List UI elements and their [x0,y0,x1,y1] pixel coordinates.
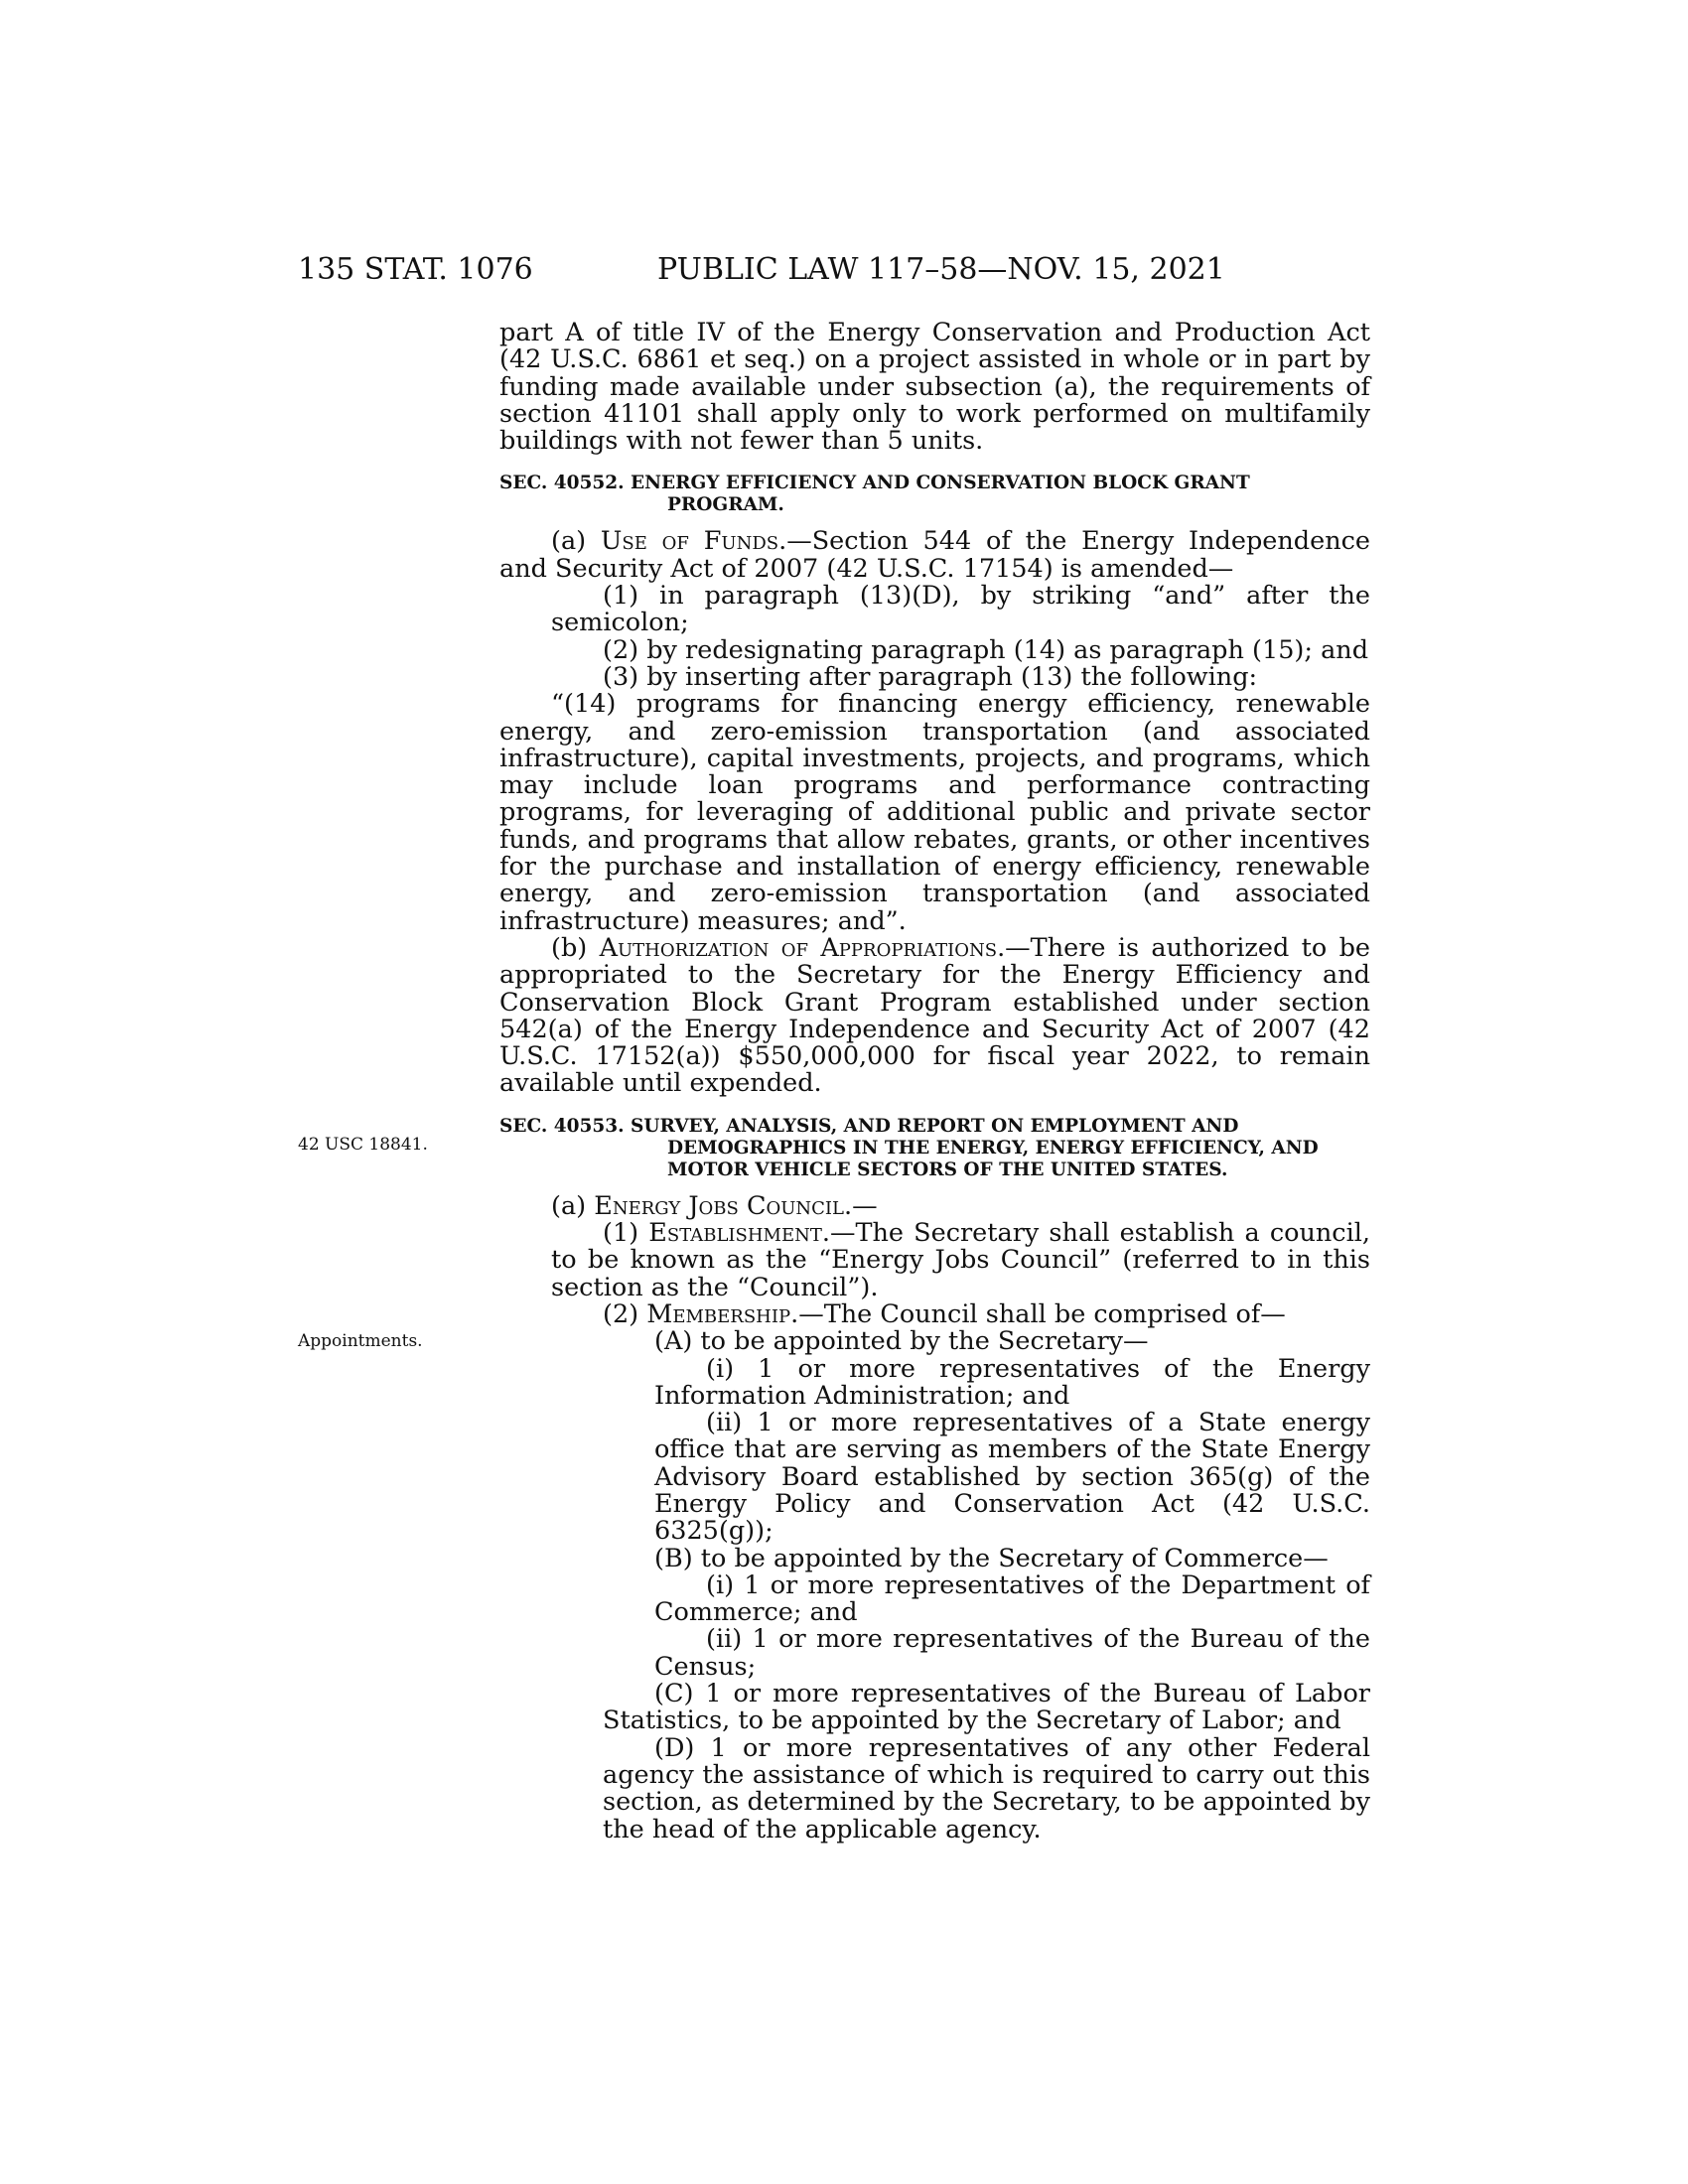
paragraph-membership [499,1298,1370,1329]
paragraph-heading: Membership [646,1298,791,1329]
intro-paragraph: part A of title IV of the Energy Conservation and Production Act (42 U.S.C. 6861 et seq.) on a project assisted in whole or in part by funding made available under subsection (a), the requirements of section 41101 shall apply only to work performed on multifamily buildings with not fewer than 5 units. [499,318,1370,457]
margin-note-usc: 42 USC 18841. [298,1135,428,1155]
paragraph-establishment [499,1220,1370,1301]
subsection-heading: Use of Funds [600,526,779,557]
subsection-label: (a) [551,1190,595,1221]
paragraph-a3: (3) by inserting after paragraph (13) the following: [603,661,1258,692]
clause-A-ii: (ii) 1 or more representatives of a State energy office that are serving as members of the State Energy Advisory Board established by section 365(g) of the Energy Policy and Conservation Act (42 U.S.C. 6325(g)); [654,1408,1370,1547]
paragraph-a1: (1) in paragraph (13)(D), by striking “and” after the semicolon; [551,581,1370,638]
subparagraph-D: (D) 1 or more representatives of any other Federal agency the assistance of which is required to carry out this section, as determined by the Secretary, to be appointed by the head of the applicable agency. [603,1732,1370,1844]
clause-A-i: (i) 1 or more representatives of the Energy Information Administration; and [654,1353,1370,1411]
section-40552-heading: SEC. 40552. ENERGY EFFICIENCY AND CONSERVATION BLOCK GRANT PROGRAM. [499,473,1250,516]
subsection-text: .—Section 544 of the Energy Independence and Security Act of 2007 (42 U.S.C. 17154) is amended— [499,526,1370,584]
subparagraph-C: (C) 1 or more representatives of the Bureau of Labor Statistics, to be appointed by the Secretary of Labor; and [603,1679,1370,1736]
quoted-paragraph-14: “(14) programs for financing energy efficiency, renewable energy, and zero-emission transportation (and associated infrastructure), capital investments, projects, and programs, which may include loan programs and performance contracting programs, for leveraging of additional public and private sector funds, and programs that allow rebates, grants, or other incentives for the purchase and installation of energy efficiency, renewable energy, and zero-emission transportation (and associated infrastructure) measures; and”. [499,689,1370,936]
subsection-label: (b) [551,932,600,963]
subparagraph-B: (B) to be appointed by the Secretary of Commerce— [654,1543,1329,1573]
subsection-b-authorization [499,932,1370,1099]
subparagraph-A: (A) to be appointed by the Secretary— [654,1326,1149,1357]
clause-B-i: (i) 1 or more representatives of the Department of Commerce; and [654,1570,1370,1628]
subsection-heading: Authorization of Appropriations [599,932,998,963]
subsection-text: .—There is authorized to be appropriated to the Secretary for the Energy Efficiency and Conservation Block Grant Program established under section 542(a) of the Energy Independence and Security Act of 2007 (42 U.S.C. 17152(a)) $550,000,000 for fiscal year 2022, to remain available until expended. [499,932,1370,1099]
body-text-column [499,320,1370,1843]
page-header [298,250,1370,290]
paragraph-text: .—The Council shall be comprised of— [790,1298,1286,1329]
statute-page-reference: 135 STAT. 1076 [298,252,533,287]
paragraph-label: (2) [603,1298,647,1329]
public-law-title: PUBLIC LAW 117–58—NOV. 15, 2021 [657,252,1225,287]
subsection-a-use-of-funds [499,528,1370,583]
clause-B-ii: (ii) 1 or more representatives of the Bureau of the Census; [654,1624,1370,1682]
subsection-text: .— [844,1190,878,1221]
paragraph-heading: Establishment [648,1218,822,1249]
subsection-label: (a) [551,526,601,557]
margin-note-appointments: Appointments. [298,1331,423,1351]
subsection-a-energy-jobs-council [499,1190,1370,1221]
section-40553-heading: SEC. 40553. SURVEY, ANALYSIS, AND REPORT ON EMPLOYMENT AND DEMOGRAPHICS IN THE ENERGY, ENERGY EFFICIENCY, AND MOTOR VEHICLE SECTORS OF THE UNITED STATES. [499,1115,1319,1180]
subsection-heading: Energy Jobs Council [594,1190,844,1221]
paragraph-a2: (2) by redesignating paragraph (14) as paragraph (15); and [603,634,1369,665]
paragraph-text: .—The Secretary shall establish a council, to be known as the “Energy Jobs Council” (referred to in this section as the “Council”). [551,1218,1370,1302]
paragraph-label: (1) [603,1218,649,1249]
